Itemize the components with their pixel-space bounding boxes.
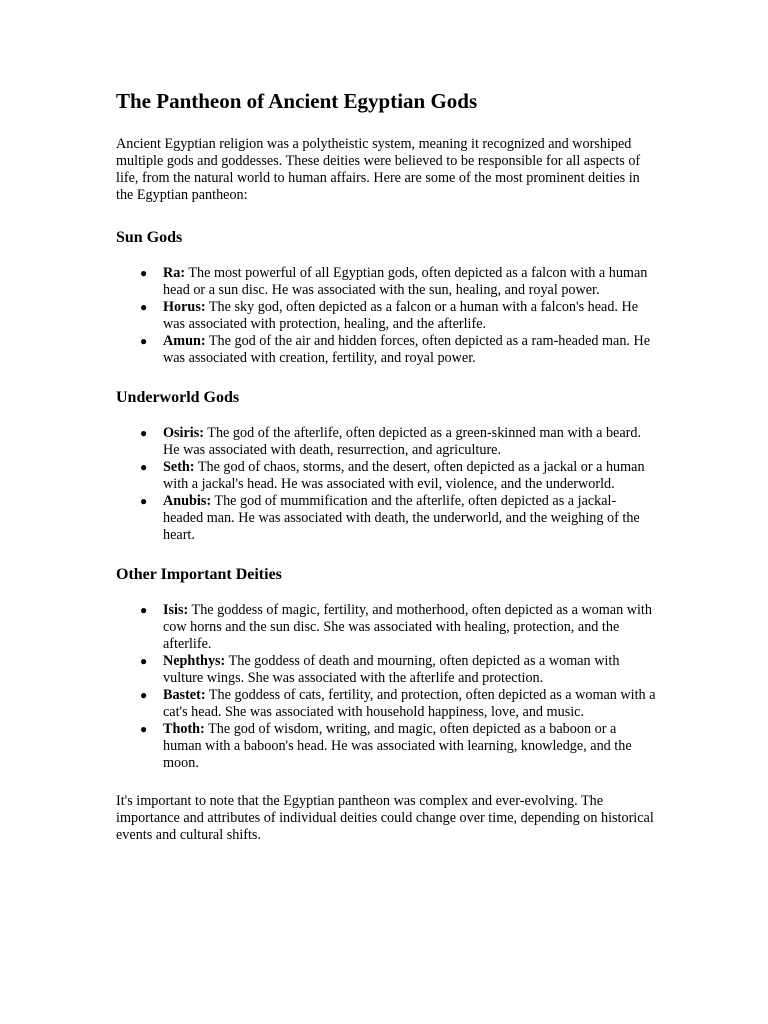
document-page [116, 88, 656, 844]
underworld-gods-list [116, 425, 656, 544]
list-item [116, 425, 656, 459]
bullet-icon: ● [140, 603, 148, 617]
bullet-icon: ● [140, 722, 148, 736]
deity-description: The god of the afterlife, often depicted as a green-skinned man with a beard. He was associated with death, resurrection, and agriculture. [163, 425, 641, 458]
deity-description: The god of the air and hidden forces, often depicted as a ram-headed man. He was associated with creation, fertility, and royal power. [163, 333, 651, 366]
deity-name: Ra: [163, 265, 186, 281]
deity-name: Osiris: [163, 425, 204, 441]
bullet-icon: ● [140, 654, 148, 668]
deity-name: Bastet: [163, 687, 206, 703]
deity-name: Isis: [163, 602, 189, 618]
deity-name: Anubis: [163, 493, 212, 509]
deity-name: Thoth: [163, 721, 205, 737]
deity-description: The sky god, often depicted as a falcon or a human with a falcon's head. He was associated with protection, healing, and the afterlife. [163, 299, 639, 332]
list-item [116, 493, 656, 544]
list-item [116, 653, 656, 687]
bullet-icon: ● [140, 494, 148, 508]
list-item [116, 687, 656, 721]
deity-description: The most powerful of all Egyptian gods, often depicted as a falcon with a human head or a sun disc. He was associated with the sun, healing, and royal power. [163, 265, 648, 298]
bullet-icon: ● [140, 300, 148, 314]
list-item [116, 602, 656, 653]
section-heading-sun-gods: Sun Gods [116, 229, 183, 246]
list-item [116, 265, 656, 299]
closing-paragraph: It's important to note that the Egyptian pantheon was complex and ever-evolving. The importance and attributes of individual deities could change over time, depending on historical events and cultural shifts. [116, 793, 654, 843]
deity-description: The god of chaos, storms, and the desert, often depicted as a jackal or a human with a jackal's head. He was associated with evil, violence, and the underworld. [163, 459, 645, 492]
sun-gods-list [116, 265, 656, 367]
deity-description: The goddess of cats, fertility, and protection, often depicted as a woman with a cat's head. She was associated with household happiness, love, and music. [163, 687, 656, 720]
deity-description: The goddess of magic, fertility, and motherhood, often depicted as a woman with cow horns and the sun disc. She was associated with healing, protection, and the afterlife. [163, 602, 652, 652]
bullet-icon: ● [140, 688, 148, 702]
deity-name: Nephthys: [163, 653, 226, 669]
list-item [116, 721, 656, 772]
bullet-icon: ● [140, 460, 148, 474]
deity-name: Seth: [163, 459, 195, 475]
deity-name: Amun: [163, 333, 206, 349]
intro-paragraph: Ancient Egyptian religion was a polytheistic system, meaning it recognized and worshiped multiple gods and goddesses. These deities were believed to be responsible for all aspects of life, from the natural world to human affairs. Here are some of the most prominent deities in the Egyptian pantheon: [116, 136, 641, 203]
deity-description: The goddess of death and mourning, often depicted as a woman with vulture wings. She was associated with the afterlife and protection. [163, 653, 620, 686]
bullet-icon: ● [140, 266, 148, 280]
bullet-icon: ● [140, 334, 148, 348]
other-deities-list [116, 602, 656, 772]
list-item [116, 299, 656, 333]
deity-description: The god of wisdom, writing, and magic, often depicted as a baboon or a human with a baboon's head. He was associated with learning, knowledge, and the moon. [163, 721, 632, 771]
list-item [116, 333, 656, 367]
deity-description: The god of mummification and the afterlife, often depicted as a jackal-headed man. He was associated with death, the underworld, and the weighing of the heart. [163, 493, 640, 543]
list-item [116, 459, 656, 493]
bullet-icon: ● [140, 426, 148, 440]
section-heading-other-deities: Other Important Deities [116, 566, 282, 583]
deity-name: Horus: [163, 299, 206, 315]
page-title: The Pantheon of Ancient Egyptian Gods [116, 89, 478, 113]
section-heading-underworld-gods: Underworld Gods [116, 389, 240, 406]
